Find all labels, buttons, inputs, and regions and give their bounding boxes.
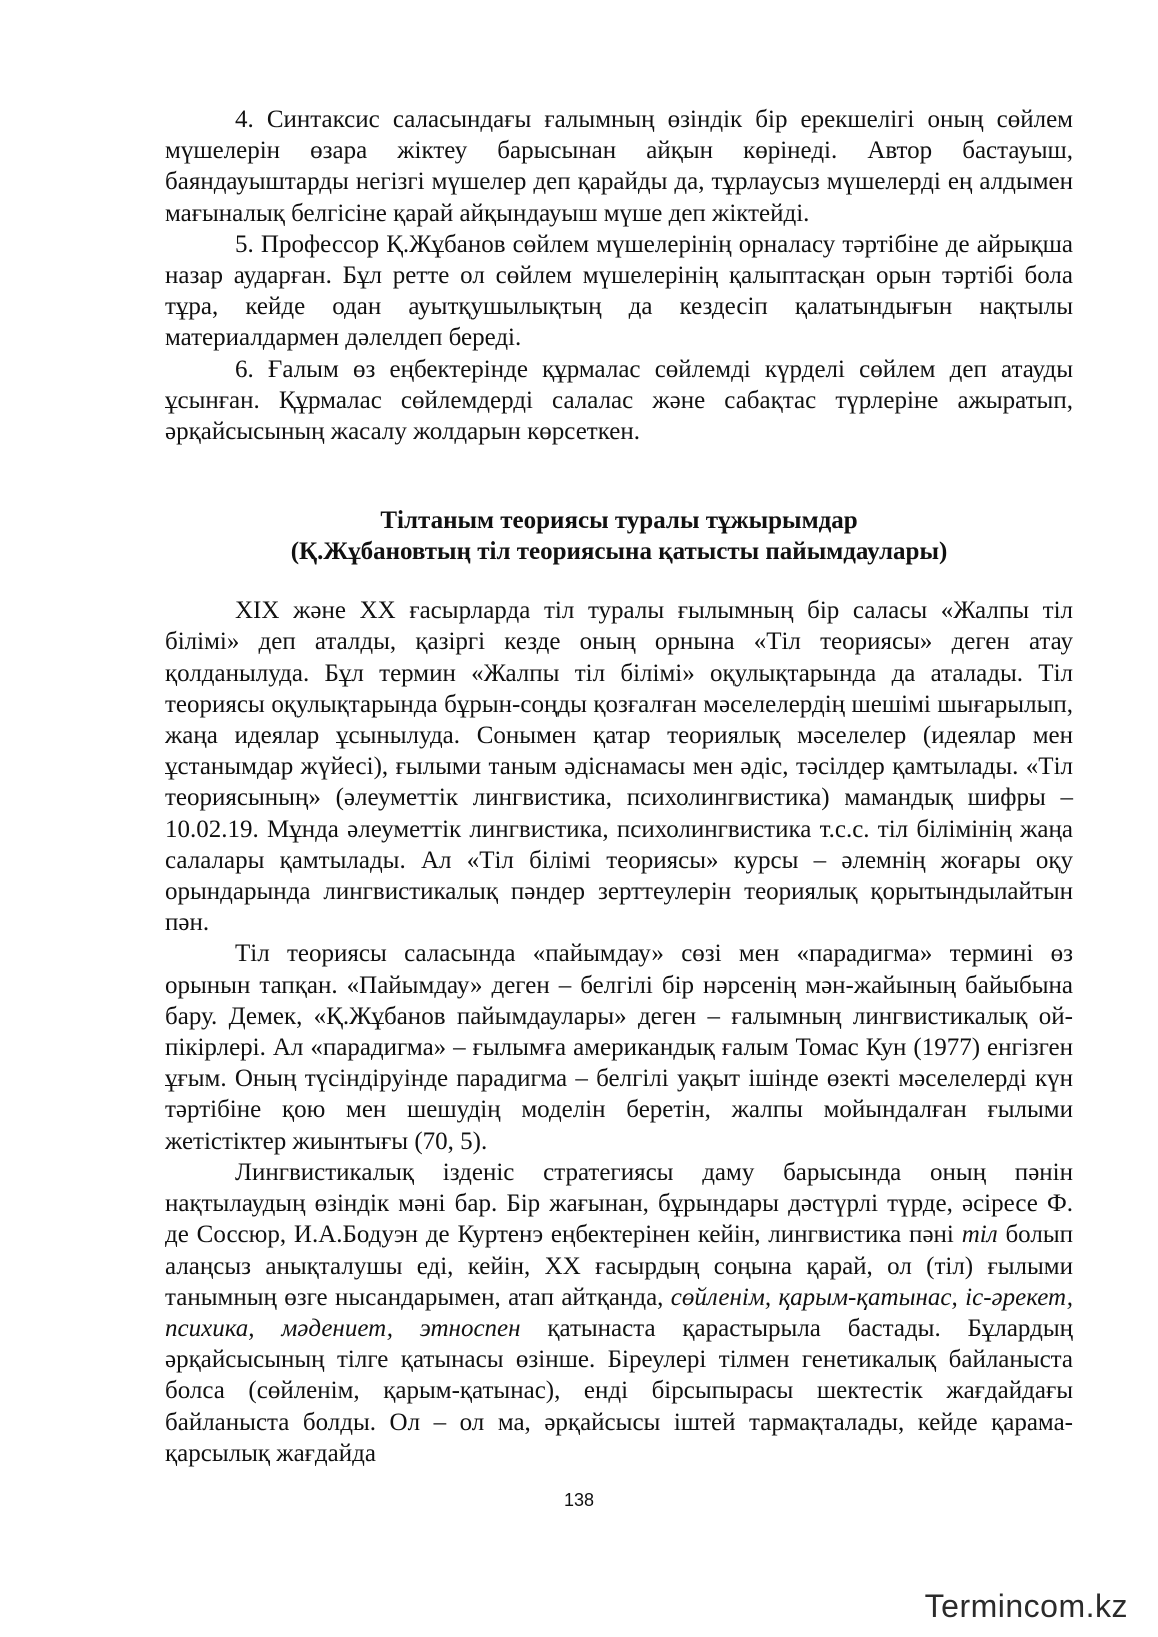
page-number: 138 (563, 1490, 595, 1510)
paragraph-word-order-5: 5. Профессор Қ.Жұбанов сөйлем мүшелерінің орналасу тәртібіне де айрықша назар аударған. Бұл ретте ол сөйлем мүшелерінің қалыптасқан орын тәртібі бола тұра, кейде одан ауытқушылықтың да кездесіп қалатындығын нақтылы материалдармен дәлелдеп береді. (165, 230, 1073, 352)
paragraph-text-segment: қатынаста қарастырыла бастады. Бұлардың әрқайсысының тілге қатынасы өзінше. Біреулері тілмен генетикалық байланыста болса (сөйленім, қарым-қатынас), енді бірсыпырасы шектестік жағдайдағы байланыста болды. Ол – ол ма, әрқайсысы іштей тармақталады, кейде қарама-қарсылық жағдайда (165, 1314, 1073, 1467)
italic-term-list: сөйленім, қарым-қатынас, іс-әрекет, психика, мәдениет, этноспен (165, 1283, 1073, 1342)
paragraph-linguistic-strategy (165, 1157, 1073, 1469)
document-page (165, 104, 1073, 1469)
section-heading-title: Тілтаным теориясы туралы тұжырымдар (380, 507, 858, 535)
paragraph-text-segment: Лингвистикалық ізденіс стратегиясы даму барысында оның пәнін нақтылаудың өзіндік мәні бар. Бір жағынан, бұрындары дәстүрлі түрде, әсіресе Ф. де Соссюр, И.А.Бодуэн де Куртенэ еңбектерінен кейін, лингвистика пәні (165, 1158, 1073, 1249)
paragraph-general-linguistics: XIX және XX ғасырларда тіл туралы ғылымның бір саласы «Жалпы тіл білімі» деп аталды, қазіргі кезде оның орнына «Тіл теориясы» деген атау қолданылуда. Бұл термин «Жалпы тіл білімі» оқулықтарында да аталады. Тіл теориясы оқулықтарында бұрын-соңды қозғалған мәселелердің шешімі шығарылып, жаңа идеялар ұсынылуда. Сонымен қатар теориялық мәселелер (идеялар мен ұстанымдар жүйесі), ғылыми таным әдіснамасы мен әдіс, тәсілдер қамтылады. «Тіл теориясының» (әлеуметтік лингвистика, психолингвистика) мамандық шифры – 10.02.19. Мұнда әлеуметтік лингвистика, психолингвистика т.с.с. тіл білімінің жаңа салалары қамтылады. Ал «Тіл білімі теориясы» курсы – әлемнің жоғары оқу орындарында лингвистикалық пәндер зерттеулерін теориялық қорытындылайтын пән. (165, 597, 1073, 937)
paragraph-compound-sentence-6: 6. Ғалым өз еңбектерінде құрмалас сөйлемді күрделі сөйлем деп атауды ұсынған. Құрмалас сөйлемдерді салалас және сабақтас түрлеріне ажыратып, әрқайсысының жасалу жолдарын көрсеткен. (165, 355, 1073, 446)
paragraph-text-segment: болып алаңсыз анықталушы еді, кейін, XX ғасырдың соңына қарай, ол (тіл) ғылыми танымның өзге нысандарымен, атап айтқанда, (165, 1221, 1073, 1311)
italic-term-til: тіл (961, 1221, 998, 1249)
paragraph-syntax-4: 4. Синтаксис саласындағы ғалымның өзіндік бір ерекшелігі оның сөйлем мүшелерін өзара жіктеу барысынан айқын көрінеді. Автор бастауыш, баяндауыштарды негізгі мүшелер деп қарайды да, тұрлаусыз мүшелерді ең алдымен мағыналық белгісіне қарай айқындауыш мүше деп жіктейді. (165, 106, 1073, 227)
watermark-logo: Termincom.kz (924, 1588, 1128, 1624)
section-heading (165, 505, 1073, 567)
section-heading-subtitle: (Қ.Жұбановтың тіл теориясына қатысты пайымдаулары) (290, 538, 948, 566)
paragraph-paradigm: Тіл теориясы саласында «пайымдау» сөзі мен «парадигма» термині өз орынын тапқан. «Пайымдау» деген – белгілі бір нәрсенің мән-жайының байыбына бару. Демек, «Қ.Жұбанов пайымдаулары» деген – ғалымның лингвистикалық ой-пікірлері. Ал «парадигма» – ғылымға американдық ғалым Томас Кун (1977) енгізген ұғым. Оның түсіндіруінде парадигма – белгілі уақыт ішінде өзекті мәселелерді күн тәртібіне қою мен шешудің моделін беретін, жалпы мойындалған ғылыми жетістіктер жиынтығы (70, 5). (165, 940, 1073, 1155)
